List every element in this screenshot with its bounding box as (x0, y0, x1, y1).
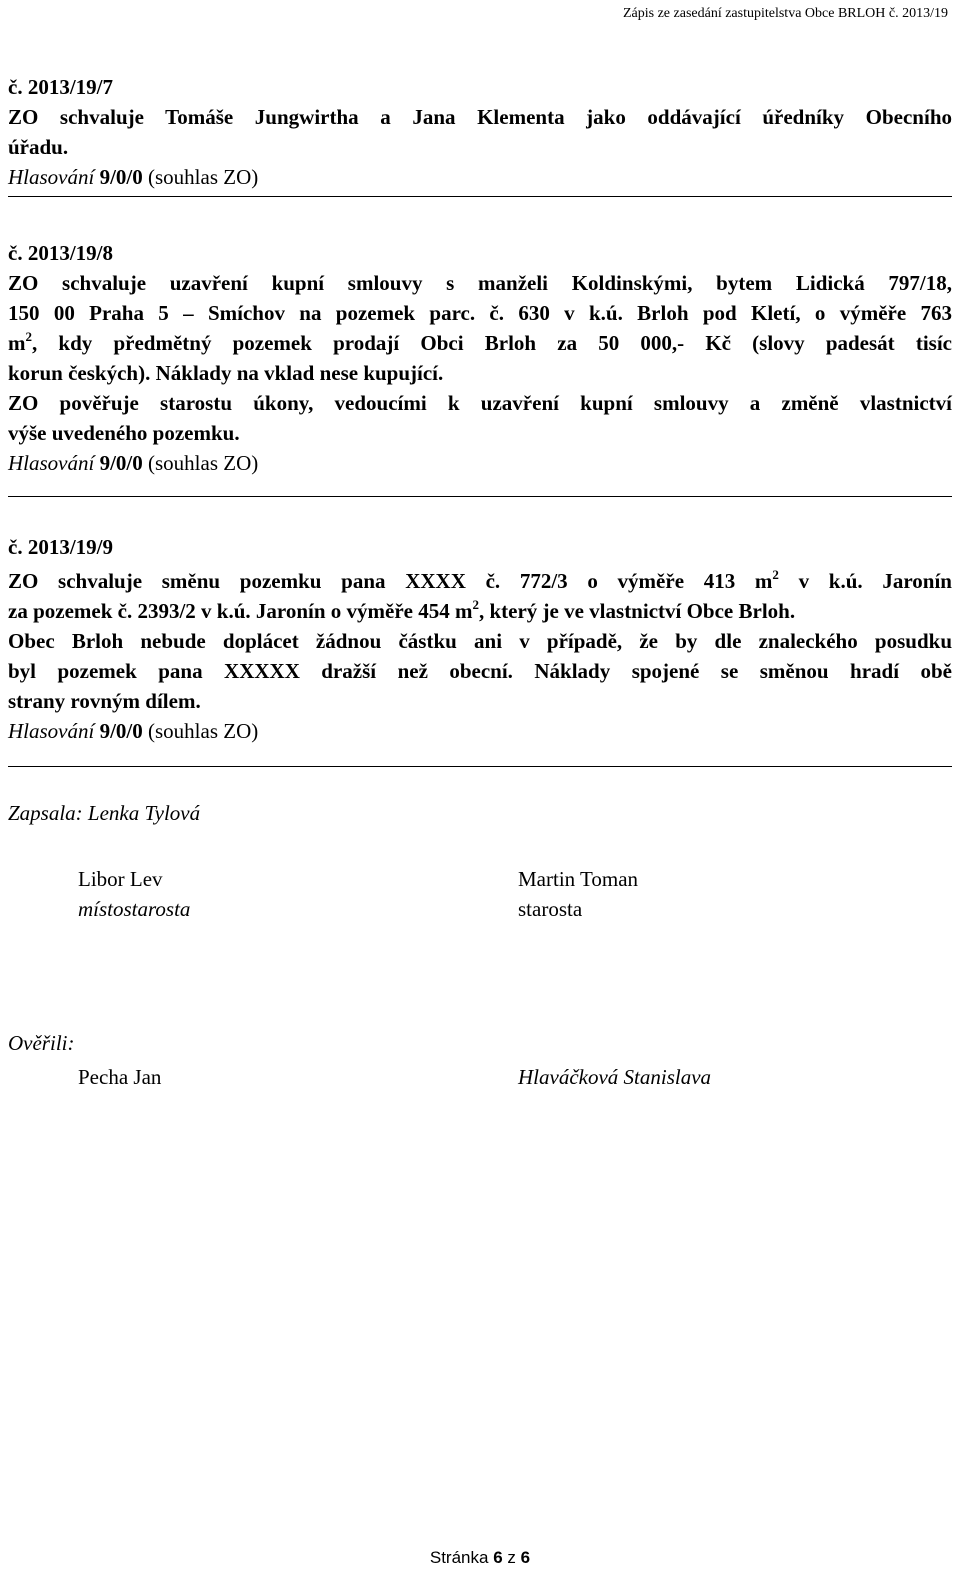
resolution-text-line: byl pozemek pana XXXXX dražší než obecní. Náklady spojené se směnou hradí obě (8, 659, 952, 683)
resolution-text-line: strany rovným dílem. (8, 689, 201, 713)
resolution-number: č. 2013/19/8 (8, 241, 113, 265)
vote-result: 9/0/0 (99, 451, 143, 475)
vote-line (8, 162, 952, 192)
resolution-text-line: za pozemek č. 2393/2 v k.ú. Jaronín o výměře 454 $m^2$, který je ve vlastnictví Obce Brloh. (8, 597, 796, 623)
vote-result: 9/0/0 (99, 719, 143, 743)
footer-page-number: 6 (493, 1548, 503, 1567)
verifier-name: Hlaváčková Stanislava (518, 1065, 712, 1089)
running-header: Zápis ze zasedání zastupitelstva Obce BRLOH č. 2013/19 (622, 6, 948, 21)
signatory-name: Libor Lev (78, 867, 163, 891)
resolution-number: č. 2013/19/9 (8, 535, 113, 559)
resolution-text-line: ZO schvaluje uzavření kupní smlouvy s manželi Koldinskými, bytem Lidická 797/18, (8, 271, 952, 295)
footer-prefix: Stránka (429, 1548, 489, 1567)
footer-separator: z (507, 1548, 516, 1567)
footer-page-total: 6 (520, 1548, 531, 1567)
verified-label: Ověřili: (8, 1031, 75, 1055)
signatory-role: místostarosta (78, 897, 191, 921)
resolution-9 (8, 532, 952, 746)
section-divider (8, 496, 952, 497)
resolution-text-line: ZO schvaluje Tomáše Jungwirtha a Jana Klementa jako oddávající úředníky Obecního (8, 105, 952, 129)
verifier-name: Pecha Jan (78, 1065, 162, 1089)
vote-line (8, 448, 952, 478)
vote-label: Hlasování (8, 165, 95, 189)
vote-result: 9/0/0 (99, 165, 143, 189)
resolution-text-line: ZO pověřuje starostu úkony, vedoucími k uzavření kupní smlouvy a změně vlastnictví (8, 391, 952, 415)
resolution-text-line: úřadu. (8, 135, 69, 159)
signature-mayor (518, 864, 638, 924)
vote-line (8, 716, 952, 746)
section-divider (8, 766, 952, 767)
resolution-7 (8, 72, 952, 192)
signatory-role: starosta (518, 897, 583, 921)
resolution-text-line: Obec Brloh nebude doplácet žádnou částku ani v případě, že by dle znaleckého posudku (8, 629, 952, 653)
resolution-text-line: 150 00 Praha 5 – Smíchov na pozemek parc. č. 630 v k.ú. Brloh pod Kletí, o výměře 763 (8, 301, 952, 325)
resolution-text-line: výše uvedeného pozemku. (8, 421, 240, 445)
section-divider (8, 196, 952, 197)
resolution-8 (8, 238, 952, 478)
signature-deputy-mayor (78, 864, 190, 924)
resolution-text-line: ZO schvaluje směnu pozemku pana XXXX č. 772/3 o výměře 413 $m^2$ v k.ú. Jaronín (8, 567, 952, 593)
vote-note: (souhlas ZO) (148, 719, 259, 743)
recorded-by: Zapsala: Lenka Tylová (8, 801, 201, 825)
vote-note: (souhlas ZO) (148, 451, 259, 475)
signatory-name: Martin Toman (518, 867, 639, 891)
vote-note: (souhlas ZO) (148, 165, 259, 189)
resolution-number: č. 2013/19/7 (8, 75, 113, 99)
vote-label: Hlasování (8, 451, 95, 475)
page-footer (0, 1548, 960, 1568)
vote-label: Hlasování (8, 719, 95, 743)
resolution-text-line: korun českých). Náklady na vklad nese kupující. (8, 361, 444, 385)
resolution-text-line: $m^2$, kdy předmětný pozemek prodají Obci Brloh za 50 000,- Kč (slovy padesát tisíc (8, 329, 952, 355)
